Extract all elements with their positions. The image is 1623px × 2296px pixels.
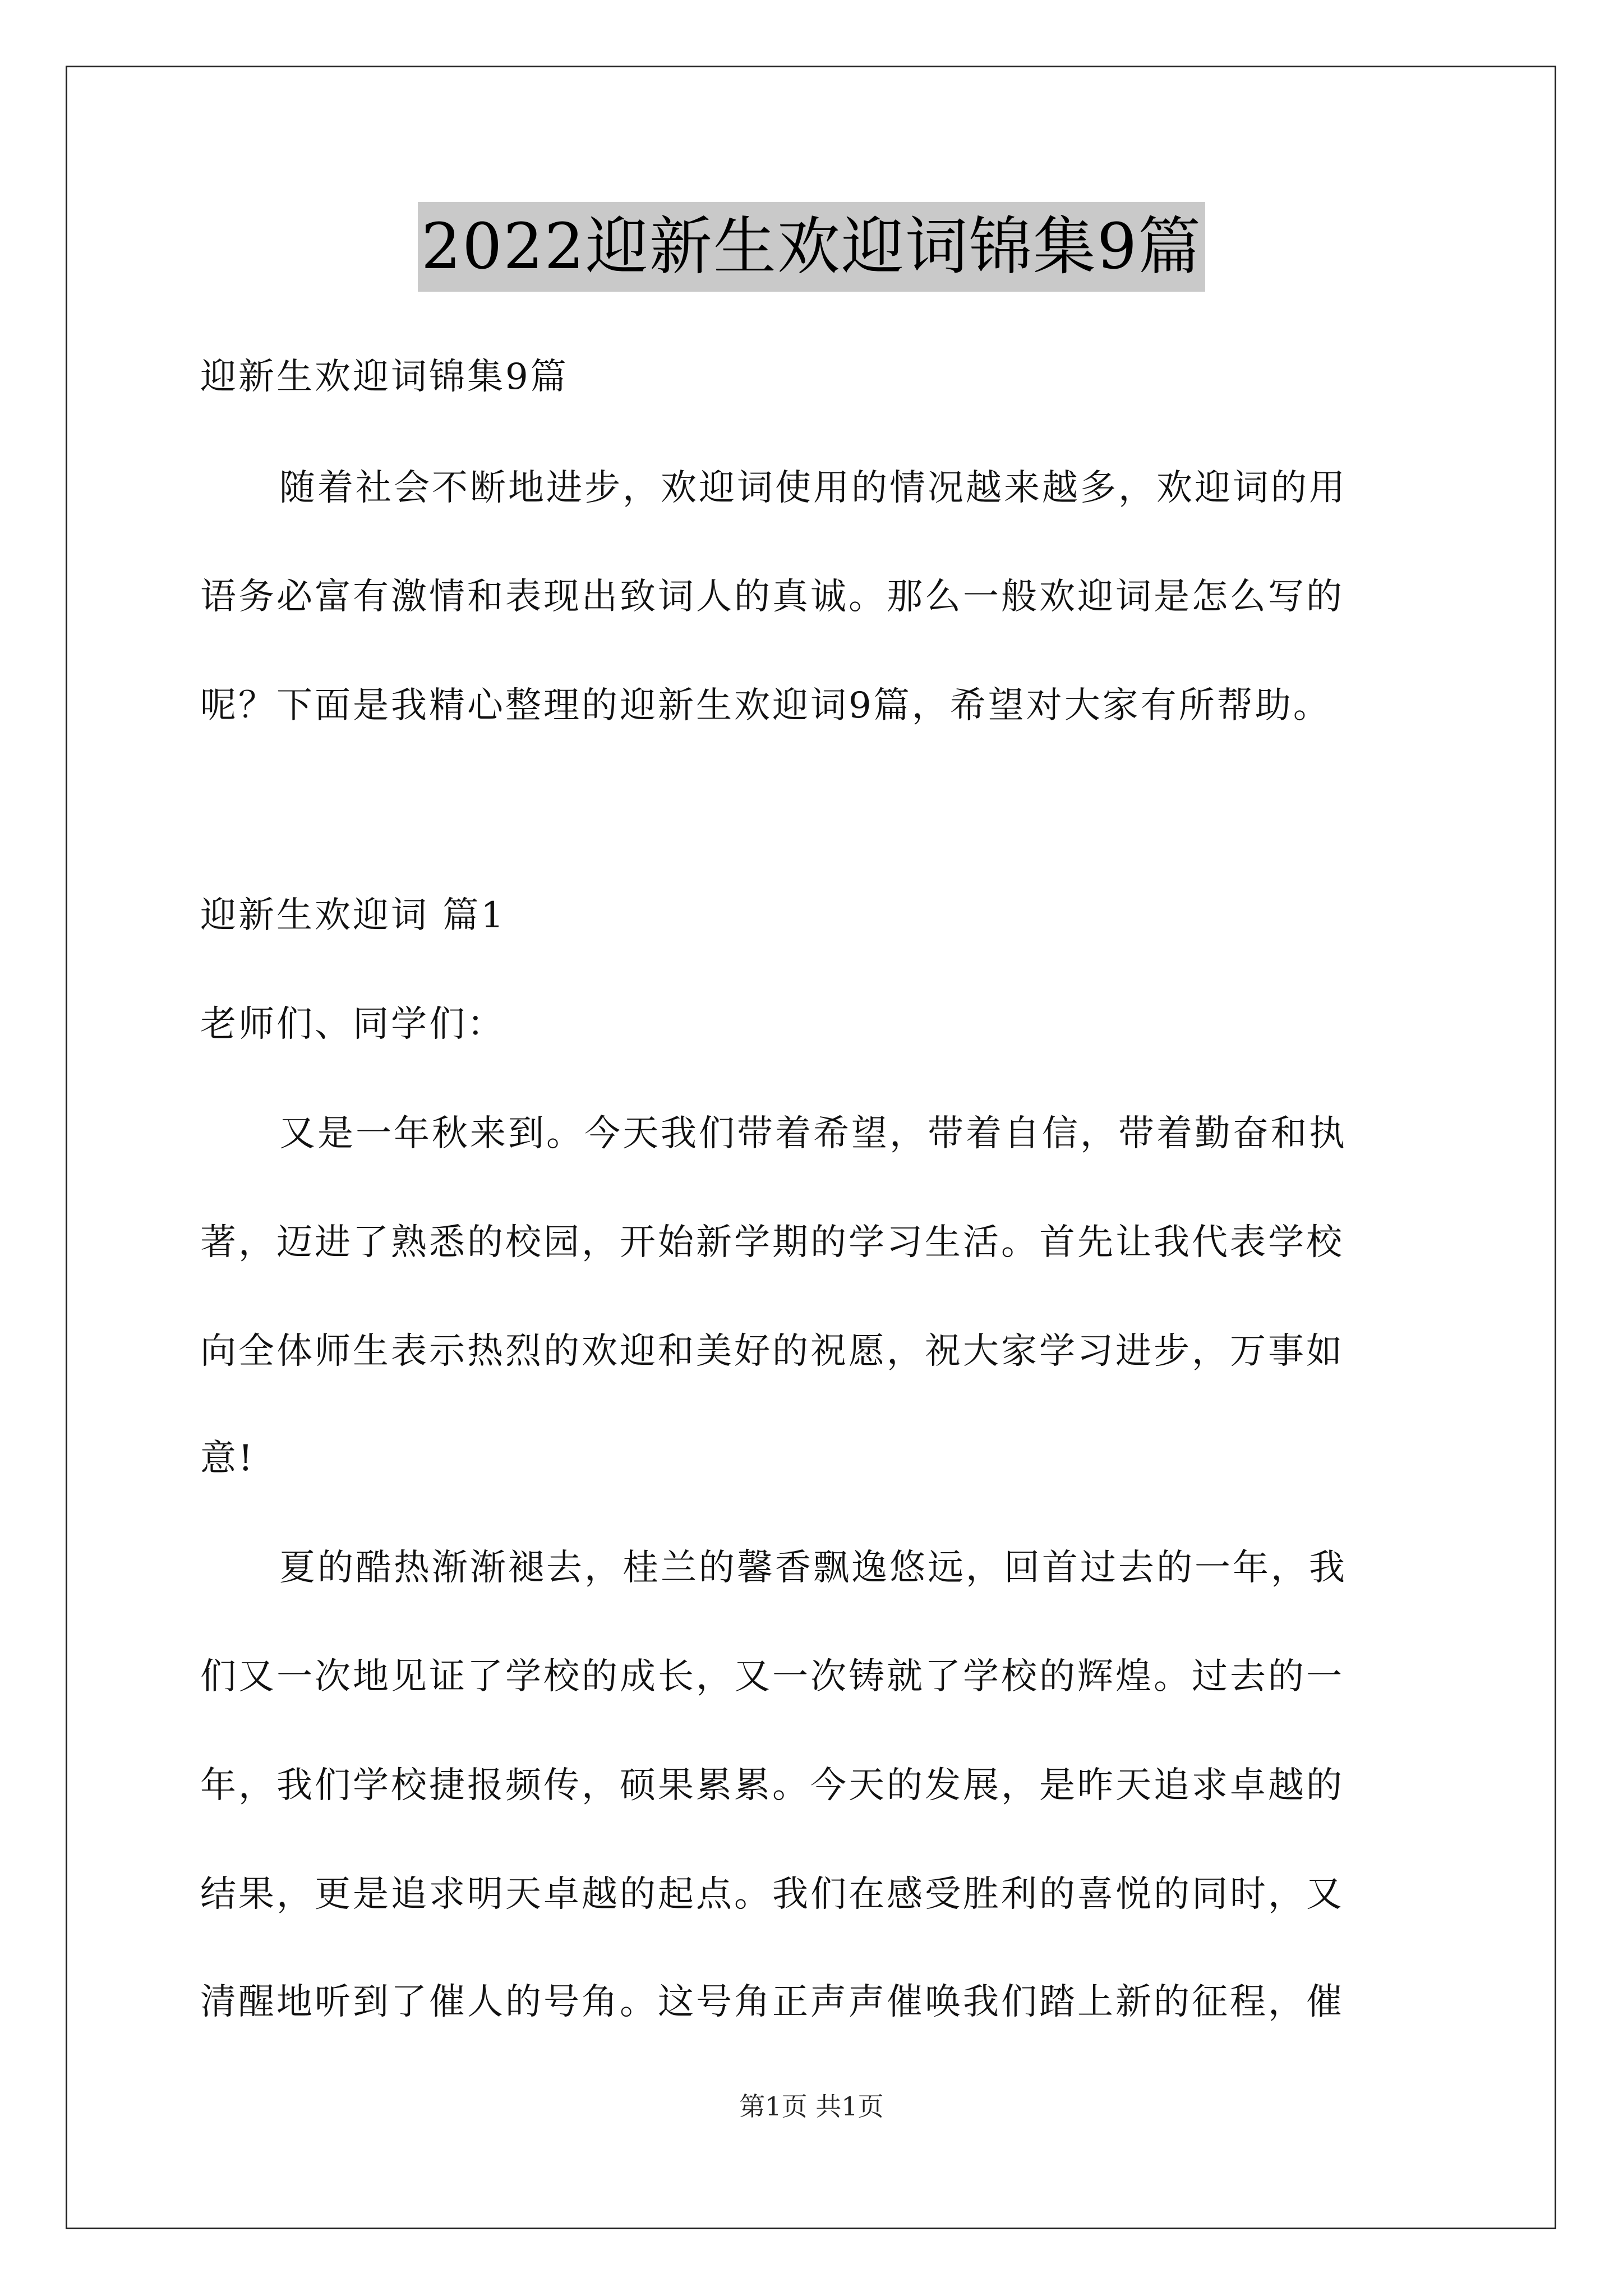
paragraph2-line-5: 清醒地听到了催人的号角。这号角正声声催唤我们踏上新的征程，催: [200, 1981, 1344, 2023]
salutation: 老师们、同学们：: [200, 1004, 505, 1045]
title-area: [0, 202, 1623, 292]
intro-line-1: 随着社会不断地进步，欢迎词使用的情况越来越多，欢迎词的用: [279, 467, 1347, 509]
section-heading: 迎新生欢迎词 篇1: [200, 895, 506, 936]
intro-line-3: 呢？下面是我精心整理的迎新生欢迎词9篇，希望对大家有所帮助。: [200, 685, 1331, 726]
paragraph2-line-4: 结果，更是追求明天卓越的起点。我们在感受胜利的喜悦的同时，又: [200, 1874, 1344, 1915]
intro-line-2: 语务必富有激情和表现出致词人的真诚。那么一般欢迎词是怎么写的: [200, 576, 1344, 618]
paragraph2-line-2: 们又一次地见证了学校的成长，又一次铸就了学校的辉煌。过去的一: [200, 1656, 1344, 1697]
paragraph2-line-3: 年，我们学校捷报频传，硕果累累。今天的发展，是昨天追求卓越的: [200, 1765, 1344, 1806]
paragraph1-line-1: 又是一年秋来到。今天我们带着希望，带着自信，带着勤奋和执: [279, 1113, 1347, 1154]
paragraph2-line-1: 夏的酷热渐渐褪去，桂兰的馨香飘逸悠远，回首过去的一年，我: [279, 1547, 1347, 1589]
page-footer: 第1页 共1页: [739, 2091, 884, 2122]
paragraph1-line-2: 著，迈进了熟悉的校园，开始新学期的学习生活。首先让我代表学校: [200, 1222, 1344, 1263]
document-subtitle: 迎新生欢迎词锦集9篇: [200, 356, 569, 398]
paragraph1-line-4: 意!: [200, 1438, 255, 1479]
document-title: 2022迎新生欢迎词锦集9篇: [418, 202, 1205, 292]
paragraph1-line-3: 向全体师生表示热烈的欢迎和美好的祝愿，祝大家学习进步，万事如: [200, 1331, 1344, 1372]
